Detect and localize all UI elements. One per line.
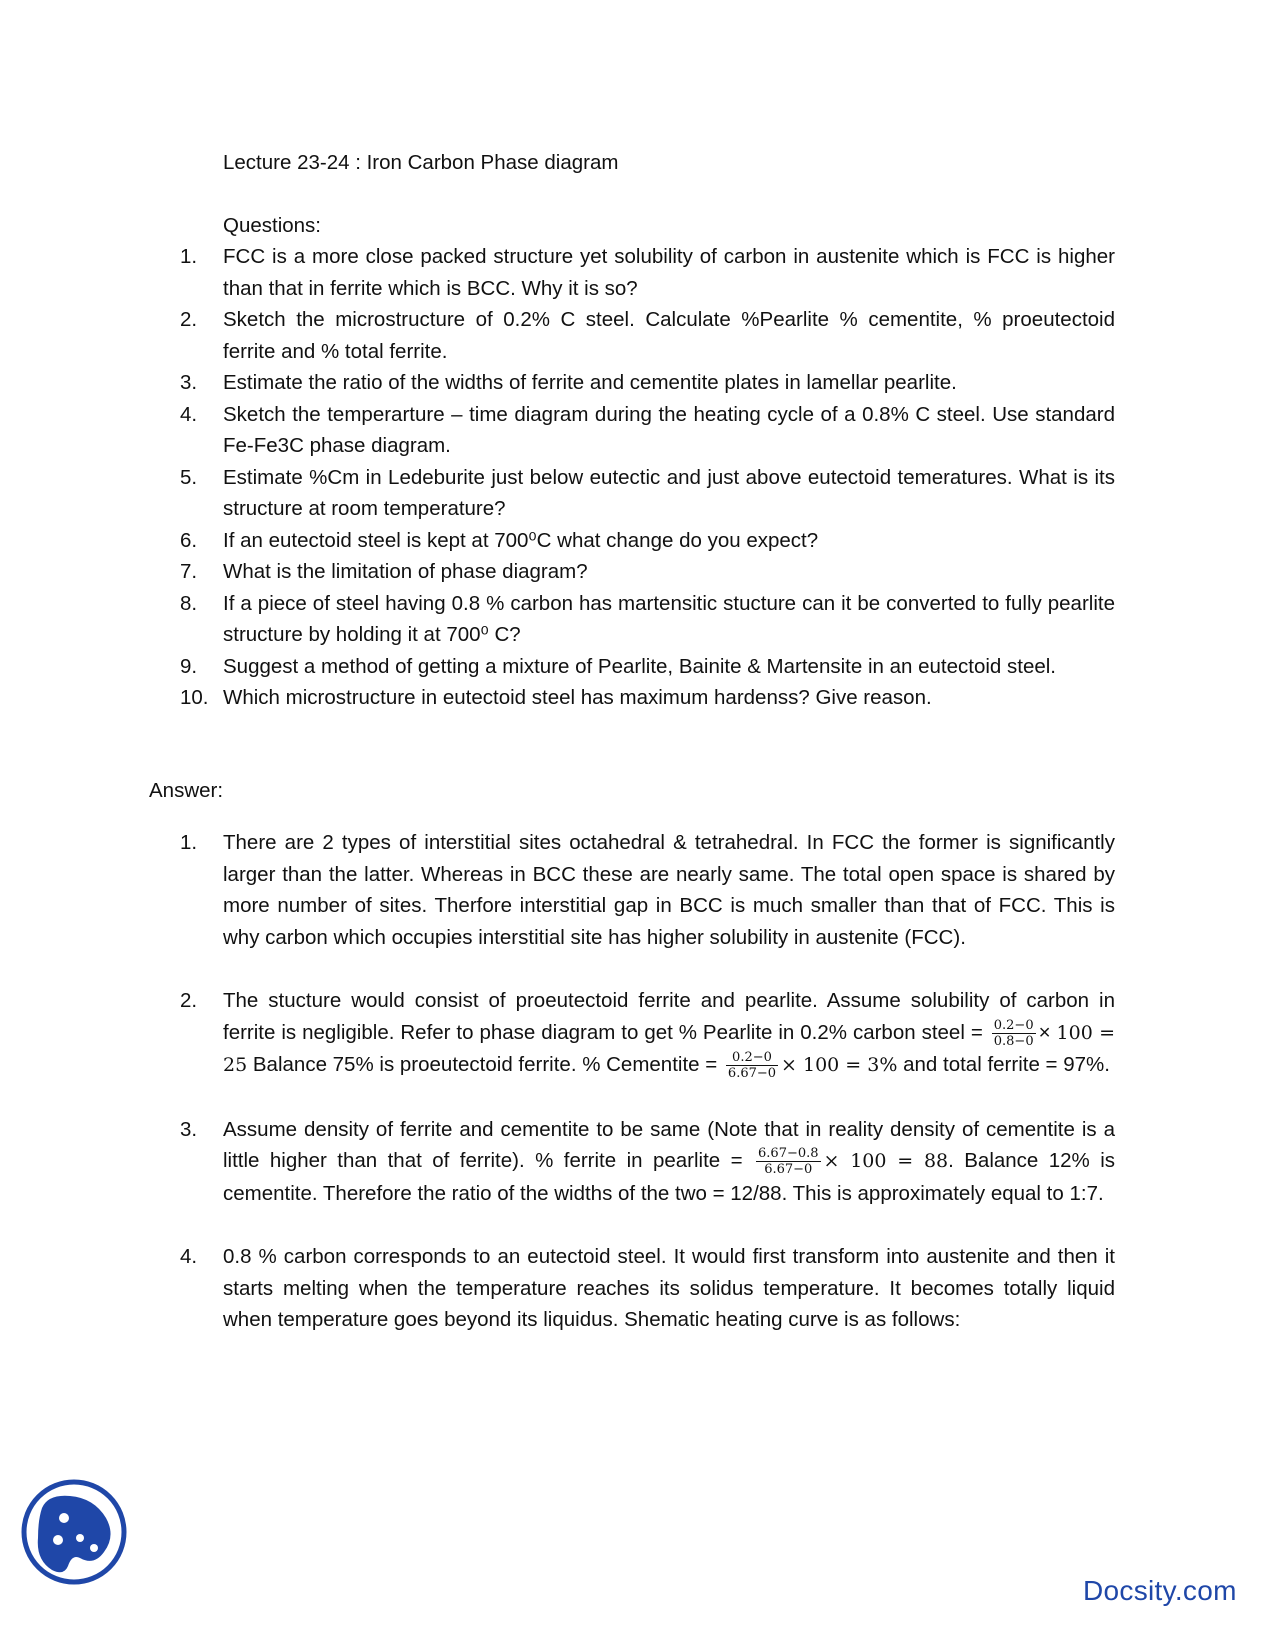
answer-heading: Answer: <box>149 779 224 802</box>
answer-text: The stucture would consist of proeutectoid ferrite and pearlite. Assume solubility of carbon in ferrite is negligible. Refer to phase diagram to get % Pearlite in 0.2% carbon steel = <box>223 989 1115 1044</box>
question-number: 2. <box>180 308 198 331</box>
question-number: 1. <box>180 245 198 268</box>
question-item <box>180 651 1115 683</box>
question-item <box>180 304 1115 367</box>
question-text: Sketch the temperarture – time diagram during the heating cycle of a 0.8% C steel. Use standard Fe-Fe3C phase diagram. <box>223 402 1115 457</box>
math-expression: × 100 = 88 <box>823 1150 949 1172</box>
fraction-numerator: 6.67−0.8 <box>758 1146 819 1162</box>
fraction-cementite <box>726 1050 778 1081</box>
answer-text: . Balance 12% is cementite. Therefore the ratio of the widths of the two = 12/88. This is approximately equal to 1:7. <box>223 1149 1116 1205</box>
answer-number: 2. <box>180 989 198 1012</box>
question-text: What is the limitation of phase diagram? <box>223 560 588 583</box>
answer-item <box>180 1241 1115 1336</box>
question-item <box>180 525 1115 557</box>
question-item <box>180 588 1115 651</box>
questions-list <box>180 241 1115 714</box>
answer-text: There are 2 types of interstitial sites octahedral & tetrahedral. In FCC the former is significantly larger than the latter. Whereas in BCC these are nearly same. The total open space is shared by more number of sites. Therfore interstitial gap in BCC is much smaller than that of FCC. This is why carbon which occupies interstitial site has higher solubility in austenite (FCC). <box>223 831 1115 949</box>
question-item <box>180 682 1115 714</box>
question-text: Which microstructure in eutectoid steel has maximum hardenss? Give reason. <box>223 686 932 709</box>
question-text: Suggest a method of getting a mixture of Pearlite, Bainite & Martensite in an eutectoid steel. <box>223 654 1057 678</box>
question-number: 7. <box>180 560 198 583</box>
question-number: 6. <box>180 528 198 552</box>
question-text: Estimate %Cm in Ledeburite just below eutectic and just above eutectoid temeratures. What is its structure at room temperature? <box>223 465 1115 520</box>
answer-text: Assume density of ferrite and cementite to be same (Note that in reality density of cementite is a little higher than that of ferrite). % ferrite in pearlite = <box>223 1117 1115 1172</box>
question-number: 9. <box>180 654 198 678</box>
question-item <box>180 556 1115 588</box>
fraction-denominator: 0.8−0 <box>993 1033 1034 1049</box>
question-text: If a piece of steel having 0.8 % carbon has martensitic stucture can it be converted to fully pearlite structure by holding it at 700⁰ C? <box>223 591 1115 646</box>
math-expression: 100 = 25 <box>223 1021 1116 1076</box>
fraction-denominator: 6.67−0 <box>727 1066 777 1082</box>
question-item <box>180 367 1115 399</box>
question-text: Estimate the ratio of the widths of ferrite and cementite plates in lamellar pearlite. <box>223 371 957 394</box>
question-number: 8. <box>180 591 198 615</box>
question-text: FCC is a more close packed structure yet solubility of carbon in austenite which is FCC is higher than that in ferrite which is BCC. Why it is so? <box>223 245 1115 300</box>
answer-text: and total ferrite = 97%. <box>897 1053 1110 1076</box>
answer-item <box>180 827 1115 953</box>
answer-text: 0.8 % carbon corresponds to an eutectoid steel. It would first transform into austenite and then it starts melting when the temperature reaches its solidus temperature. It becomes totally liquid when temperature goes beyond its liquidus. Shematic heating curve is as follows: <box>223 1245 1115 1331</box>
question-number: 10. <box>180 686 209 709</box>
fraction-pearlite <box>992 1018 1036 1049</box>
document-title: Lecture 23-24 : Iron Carbon Phase diagram <box>223 151 619 174</box>
answers-list <box>180 827 1115 1368</box>
answer-item <box>180 985 1115 1082</box>
answer-number: 4. <box>180 1245 198 1268</box>
docsity-brand-name[interactable]: Docsity.com <box>1083 1575 1237 1606</box>
question-item <box>180 399 1115 462</box>
question-item <box>180 462 1115 525</box>
question-text: Sketch the microstructure of 0.2% C steel. Calculate %Pearlite % cementite, % proeutectoid ferrite and % total ferrite. <box>223 308 1115 363</box>
answer-text: Balance 75% is proeutectoid ferrite. % Cementite = <box>247 1053 723 1076</box>
fraction-numerator: 0.2−0 <box>726 1050 778 1066</box>
times-sign: × <box>1038 1020 1051 1044</box>
questions-heading: Questions: <box>223 214 321 237</box>
question-number: 4. <box>180 402 198 426</box>
question-text: If an eutectoid steel is kept at 700⁰C what change do you expect? <box>223 528 819 552</box>
fraction-denominator: 6.67−0 <box>764 1162 813 1178</box>
answer-number: 3. <box>180 1117 198 1141</box>
question-item <box>180 241 1115 304</box>
question-number: 3. <box>180 371 198 394</box>
fraction-ferrite <box>756 1146 821 1177</box>
fraction-numerator: 0.2−0 <box>993 1017 1034 1033</box>
question-number: 5. <box>180 465 198 489</box>
answer-item <box>180 1114 1115 1210</box>
math-expression: × 100 = 3% <box>781 1054 898 1076</box>
docsity-logo-icon <box>20 1478 128 1586</box>
answer-number: 1. <box>180 831 198 854</box>
